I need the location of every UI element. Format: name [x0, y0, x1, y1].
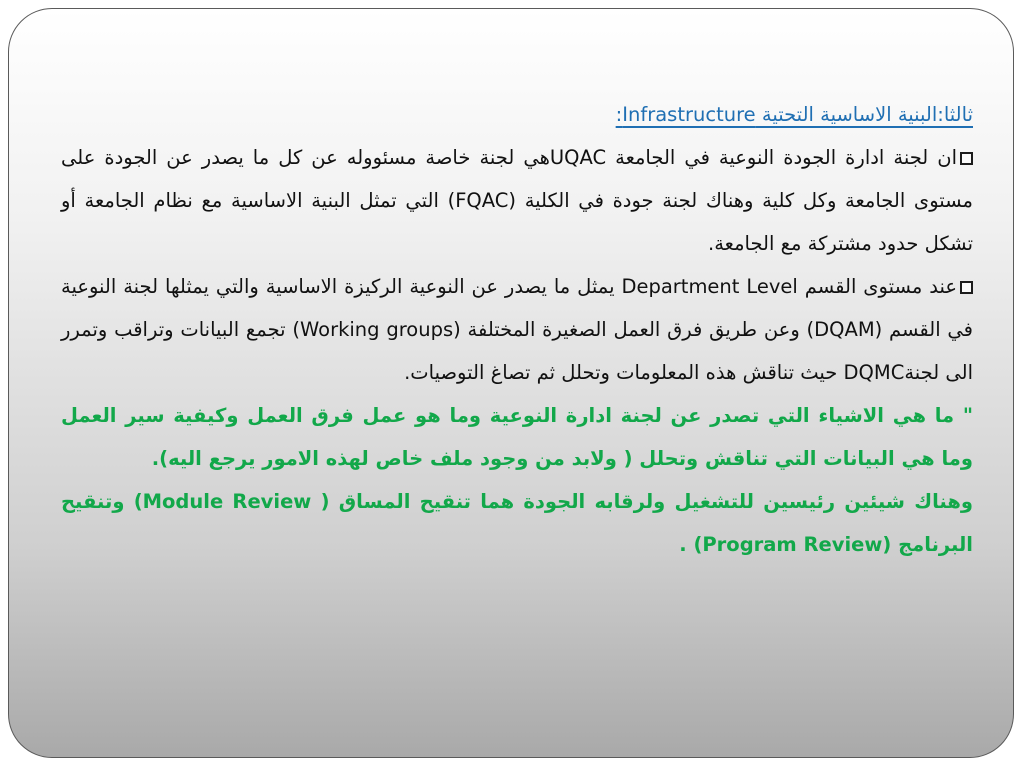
hollow-square-bullet-icon	[960, 152, 973, 165]
slide-content	[61, 93, 973, 566]
paragraph-reviews: وهناك شيئين رئيسين للتشغيل ولرقابه الجودة هما تنقيح المساق ( Module Review) وتنقيح البرنامج (Program Review) .	[61, 490, 974, 556]
paragraph-department-level-text: عند مستوى القسم Department Level يمثل ما يصدر عن النوعية الركيزة الاساسية والتي يمثلها لجنة النوعية في القسم (DQAM) وعن طريق فرق العمل الصغيرة المختلفة (Working groups) تجمع البيانات وتراقب وتمرر الى لجنةDQMC حيث تناقش هذه المعلومات وتحلل ثم تصاغ التوصيات.	[61, 275, 974, 384]
slide-heading: ثالثا:البنية الاساسية التحتية Infrastructure:	[615, 103, 973, 126]
paragraph-department-level	[61, 265, 973, 394]
paragraph-uqac	[61, 136, 973, 265]
paragraph-questions: " ما هي الاشياء التي تصدر عن لجنة ادارة النوعية وما هو عمل فرق العمل وكيفية سير العمل وما هي البيانات التي تناقش وتحلل ( ولابد من وجود ملف خاص لهذه الامور يرجع اليه).	[61, 404, 973, 470]
hollow-square-bullet-icon	[960, 281, 973, 294]
paragraph-uqac-text: ان لجنة ادارة الجودة النوعية في الجامعة UQACهي لجنة خاصة مسئووله عن كل ما يصدر عن الجودة على مستوى الجامعة وكل كلية وهناك لجنة جودة في الكلية (FQAC) التي تمثل البنية الاساسية مع نظام الجامعة أو تشكل حدود مشتركة مع الجامعة.	[61, 146, 973, 255]
slide-frame	[8, 8, 1014, 758]
